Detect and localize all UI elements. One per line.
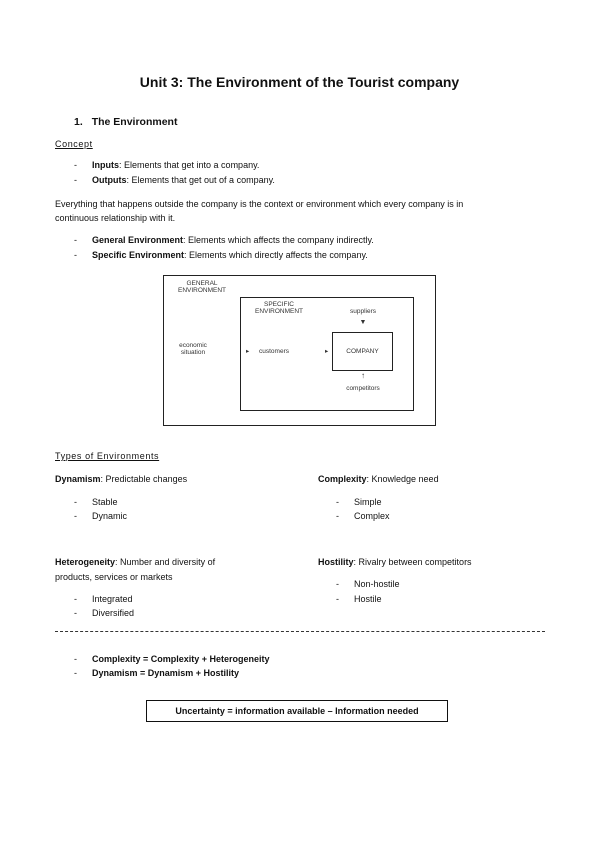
economic-situation-label: economic situation — [179, 342, 207, 356]
section-title: The Environment — [91, 116, 178, 128]
complexity-heading: Complexity: Knowledge need — [318, 474, 439, 484]
term: Specific Environment — [92, 250, 185, 260]
arrow-up-icon: ↑ — [361, 371, 365, 380]
arrow-down-icon: ▼ — [359, 319, 367, 326]
paragraph-line: continuous relationship with it. — [55, 213, 176, 223]
section-number: 1. — [74, 116, 83, 128]
environment-diagram — [163, 275, 436, 426]
hostility-heading: Hostility: Rivalry between competitors — [318, 557, 472, 567]
company-label: COMPANY — [346, 348, 379, 355]
heterogeneity-heading: Heterogeneity: Number and diversity of — [55, 557, 216, 567]
dynamism-heading: Dynamism: Predictable changes — [55, 474, 188, 484]
page-title: Unit 3: The Environment of the Tourist company — [139, 74, 460, 90]
customers-label: customers — [259, 348, 289, 355]
types-heading: Types of Environments — [55, 451, 160, 461]
concept-heading: Concept — [55, 139, 93, 149]
term: Inputs — [92, 160, 119, 170]
section-heading — [74, 116, 177, 128]
specific-env-label: SPECIFIC ENVIRONMENT — [254, 301, 304, 315]
arrow-right-icon: ▸ — [246, 348, 250, 355]
term: General Environment — [92, 235, 184, 245]
general-env-label: GENERAL ENVIRONMENT — [177, 280, 227, 294]
uncertainty-box: Uncertainty = information available – Information needed — [146, 700, 448, 722]
dashed-divider — [55, 631, 545, 632]
competitors-label: competitors — [346, 385, 380, 392]
suppliers-label: suppliers — [349, 308, 376, 315]
heterogeneity-heading-line2: products, services or markets — [55, 572, 173, 582]
arrow-right-icon: ▸ — [325, 348, 329, 355]
term: Outputs — [92, 175, 127, 185]
paragraph-line: Everything that happens outside the company is the context or environment which every company is in — [55, 199, 464, 209]
